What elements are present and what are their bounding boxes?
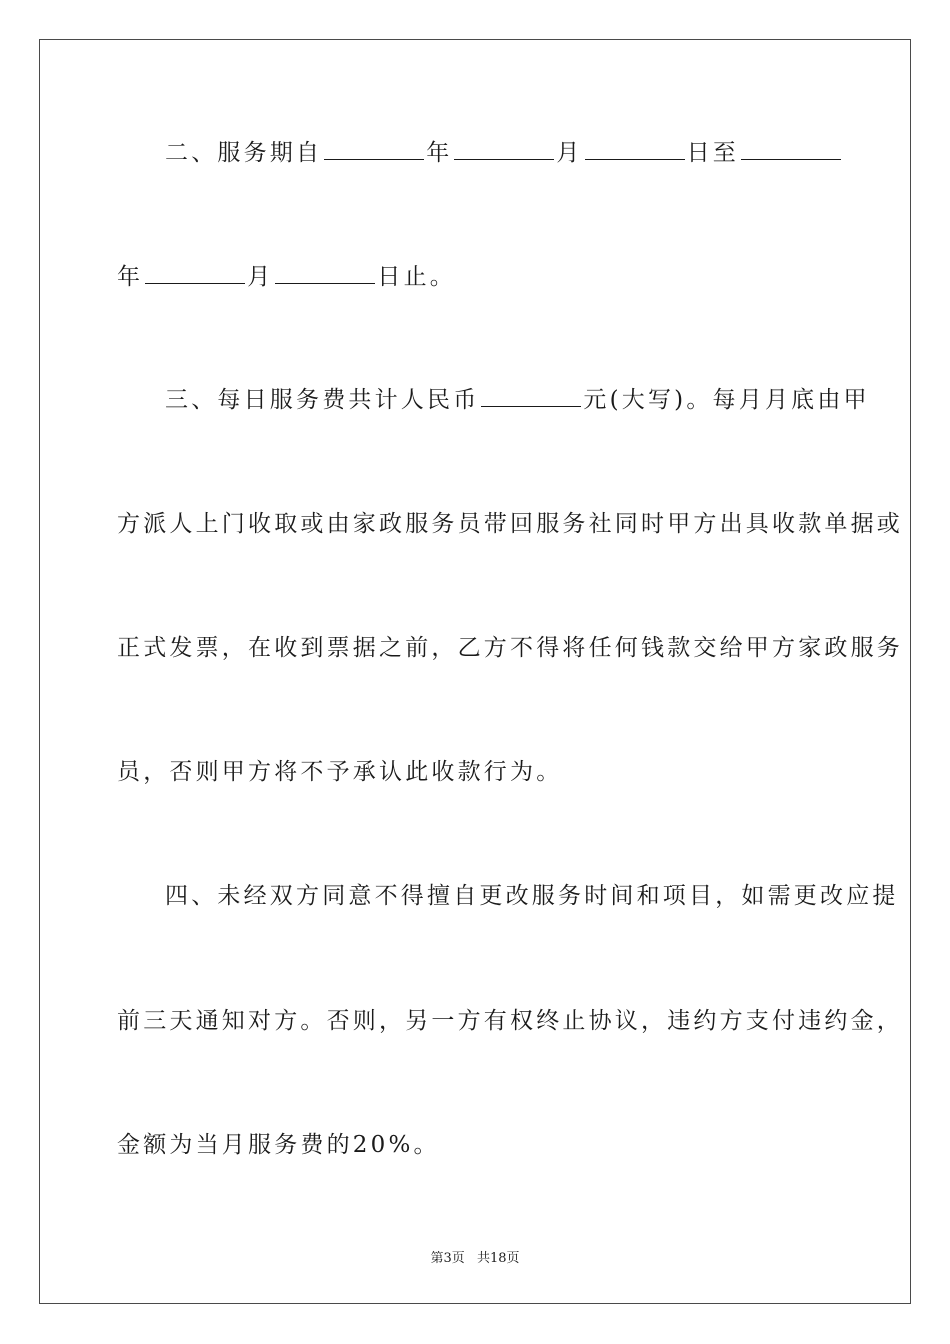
label-month: 月	[556, 140, 583, 166]
page-number: 第3页	[430, 1251, 465, 1266]
clause-3-line-2: 方派人上门收取或由家政服务员带回服务社同时甲方出具收款单据或	[117, 511, 903, 537]
page-border	[39, 39, 911, 1304]
clause-3-prefix: 三、每日服务费共计人民币	[165, 387, 480, 413]
blank-end-year[interactable]	[741, 137, 841, 160]
blank-start-day[interactable]	[585, 137, 685, 160]
clause-3-line-3: 正式发票，在收到票据之前，乙方不得将任何钱款交给甲方家政服务	[117, 635, 903, 661]
clause-2-prefix: 二、服务期自	[165, 140, 323, 166]
clause-2-line-2	[117, 261, 456, 292]
blank-end-day[interactable]	[275, 261, 375, 284]
label-year: 年	[117, 264, 144, 290]
page-total: 共18页	[476, 1251, 520, 1266]
page-footer	[0, 1247, 950, 1266]
clause-3-suffix: 元(大写)。每月月底由甲	[583, 387, 870, 413]
label-day-end: 日止。	[377, 264, 457, 290]
blank-start-month[interactable]	[454, 137, 554, 160]
blank-daily-fee[interactable]	[481, 384, 581, 407]
clause-4-line-2: 前三天通知对方。否则，另一方有权终止协议，违约方支付违约金，	[117, 1008, 903, 1034]
clause-4-line-1: 四、未经双方同意不得擅自更改服务时间和项目，如需更改应提	[165, 883, 899, 909]
blank-end-month[interactable]	[145, 261, 245, 284]
clause-4-line-3: 金额为当月服务费的20%。	[117, 1132, 440, 1158]
label-year: 年	[426, 140, 453, 166]
clause-2-line-1	[165, 137, 843, 168]
blank-start-year[interactable]	[324, 137, 424, 160]
label-day-to: 日至	[686, 140, 740, 166]
clause-3-line-4: 员，否则甲方将不予承认此收款行为。	[117, 759, 563, 785]
label-month: 月	[247, 264, 274, 290]
clause-3-line-1	[165, 384, 870, 415]
